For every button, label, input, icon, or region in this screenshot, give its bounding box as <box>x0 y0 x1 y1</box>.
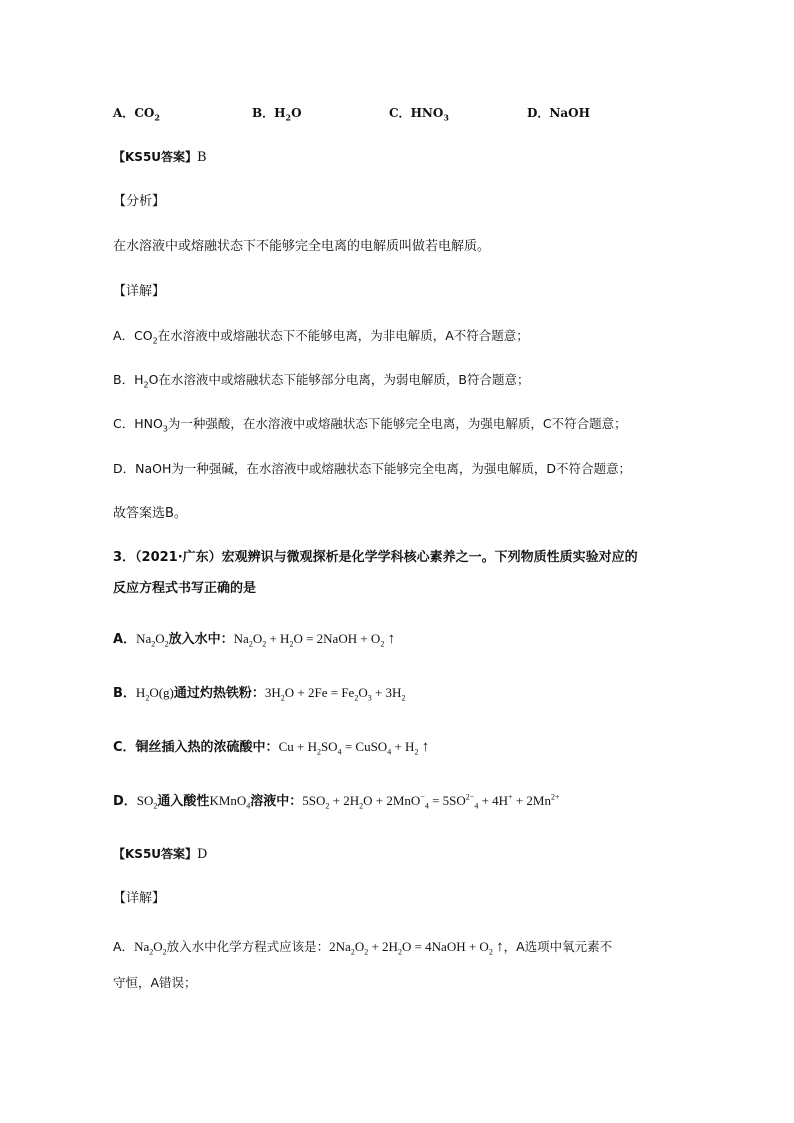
q3-detail-a-line2: 守恒，A错误； <box>113 975 197 990</box>
q3-detail-a-line1: A．$Na_2O_2$放入水中化学方程式应该是：$2Na_2O_2 + 2H_2O$ = 4NaOH + $O_2$ ↑，A选项中氧元素不 <box>113 939 613 957</box>
q2-detail-c: C．$HNO_3$为一种强酸，在水溶液中或熔融状态下能够完全电离，为强电解质，C不符合题意； <box>113 416 627 434</box>
q3-option-b: B．$H_2O(g)$通过灼热铁粉：$3H_2O + 2Fe = Fe_2O_3 + 3H_2$ <box>113 685 406 703</box>
q2-answer: 【KS5U答案】B <box>113 150 207 165</box>
q2-option-b: B．$H_2O$ <box>252 106 302 123</box>
q3-option-c: C．铜丝插入热的浓硫酸中：$Cu + H_2SO_4$ = CuSO$_4$ + $H_2$ ↑ <box>113 739 430 757</box>
q2-option-d: D．NaOH <box>527 106 590 120</box>
q2-detail-d: D．NaOH为一种强碱，在水溶液中或熔融状态下能够完全电离，为强电解质，D不符合题意； <box>113 461 632 476</box>
q2-detail-b: B．$H_2O$在水溶液中或熔融状态下能够部分电离，为弱电解质，B符合题意； <box>113 372 530 390</box>
q2-option-a: A．$CO_2$ <box>113 106 160 123</box>
q2-detail-label: 【详解】 <box>113 284 166 299</box>
q2-analysis-label: 【分析】 <box>113 194 166 209</box>
q3-detail-label: 【详解】 <box>113 891 166 906</box>
q3-option-a: A．$Na_2O_2$放入水中：$Na_2O_2 + H_2O$ = 2NaOH + $O_2$ ↑ <box>113 631 396 649</box>
q3-stem-line2: 反应方程式书写正确的是 <box>113 581 257 596</box>
q3-option-d: D．$SO_2$通入酸性KMnO$_4$溶液中：$5SO_2 + 2H_2O + 2MnO^-_4 = 5SO^{2-}_4 + 4H^+ + 2Mn^{2+}$ <box>113 792 560 811</box>
q2-analysis-text: 在水溶液中或熔融状态下不能够完全电离的电解质叫做若电解质。 <box>113 239 491 254</box>
q3-stem-line1: 3．（2021·广东）宏观辨识与微观探析是化学学科核心素养之一。下列物质性质实验对应的 <box>113 550 638 565</box>
q2-conclusion: 故答案选B。 <box>113 506 187 521</box>
q2-detail-a: A．$CO_2$在水溶液中或熔融状态下不能够电离，为非电解质，A不符合题意； <box>113 328 529 346</box>
q3-answer: 【KS5U答案】D <box>113 847 208 862</box>
q2-option-c: C．$HNO_3$ <box>389 106 449 123</box>
